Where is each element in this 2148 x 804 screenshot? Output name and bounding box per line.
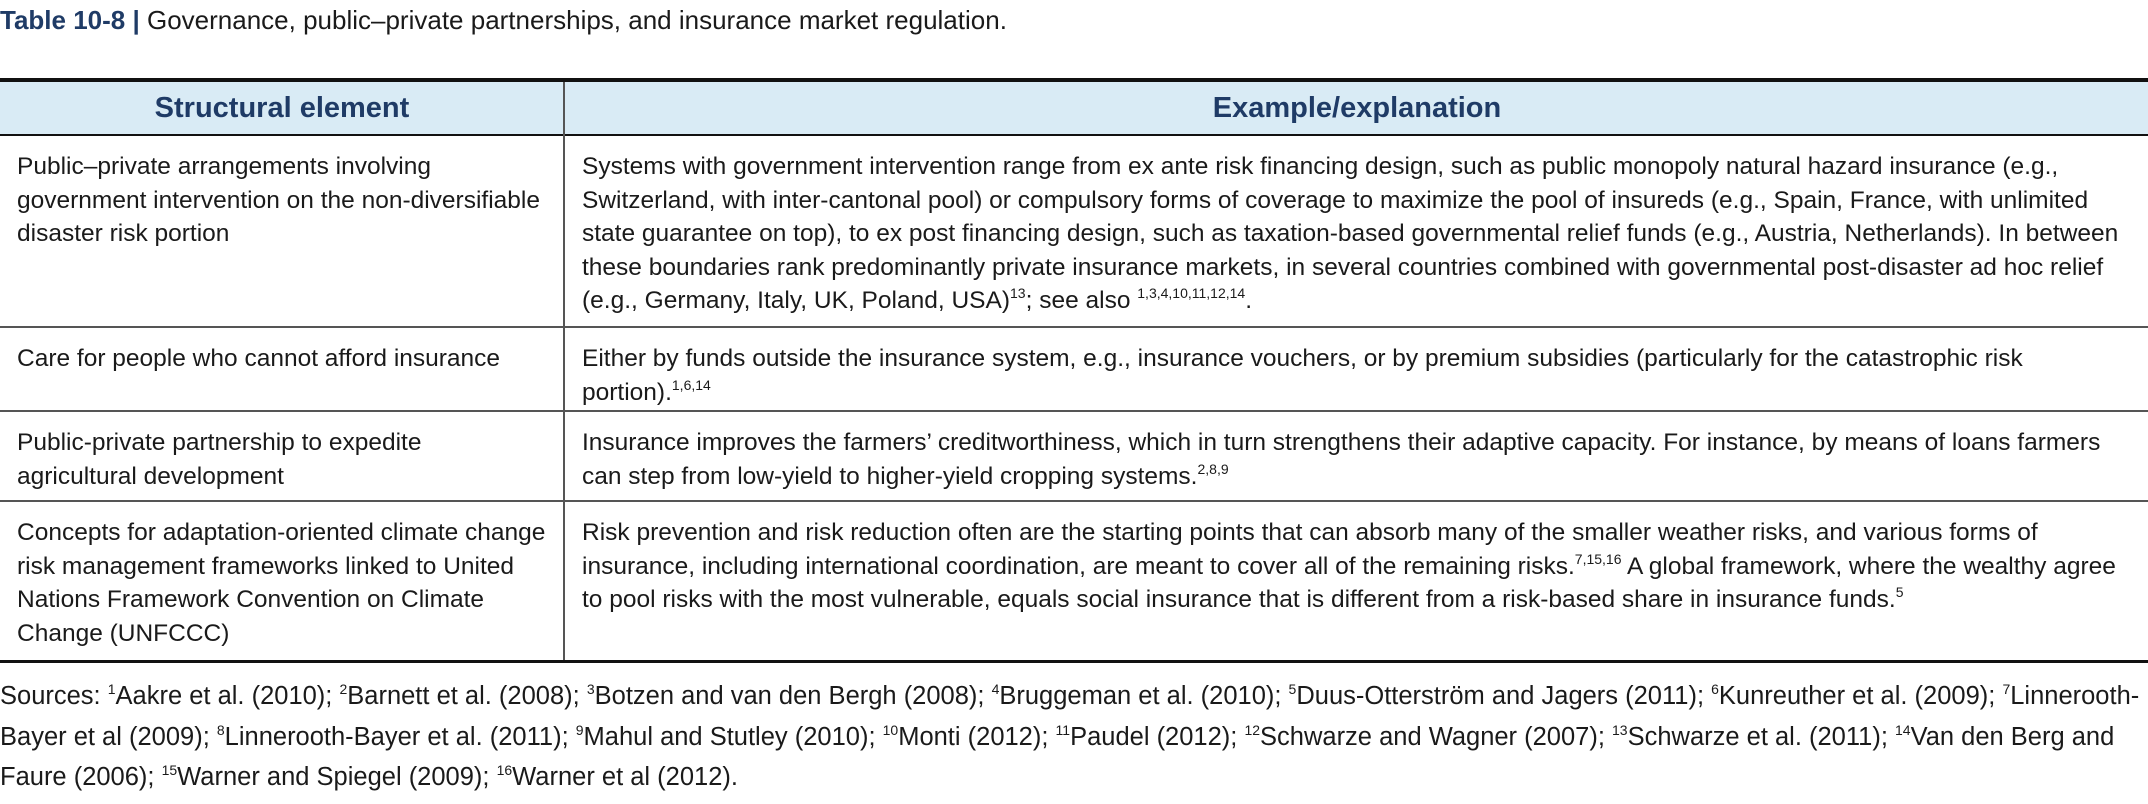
explanation-cell	[582, 150, 2137, 318]
source-number: 8	[216, 721, 225, 738]
source-number: 7	[2002, 681, 2011, 697]
explanation-text: Either by funds outside the insurance system, e.g., insurance vouchers, or by premium subsidies (particularly for the catastrophic risk portion).	[582, 345, 2023, 406]
reference-superscript: 1,3,4,10,11,12,14	[1137, 285, 1246, 301]
table-title: Governance, public–private partnerships, and insurance market regulation.	[146, 5, 1007, 35]
source-number: 2	[339, 681, 348, 697]
source-citation: Aakre et al. (2010);	[115, 682, 340, 710]
source-citation: Monti (2012);	[898, 722, 1056, 751]
source-citation: Warner et al (2012).	[512, 763, 738, 791]
explanation-text: ; see also	[1025, 287, 1138, 314]
header-example-explanation: Example/explanation	[1212, 92, 1502, 124]
reference-superscript: 1,6,14	[671, 376, 711, 393]
source-number: 6	[1711, 681, 1719, 697]
source-number: 12	[1244, 721, 1261, 738]
explanation-text: .	[1245, 287, 1253, 314]
table-row	[0, 502, 2148, 663]
source-citation: Kunreuther et al. (2009);	[1718, 682, 2003, 710]
table-row	[0, 412, 2148, 502]
explanation-cell	[582, 342, 2137, 409]
source-citation: Botzen and van den Bergh (2008);	[594, 682, 992, 710]
table-header	[0, 82, 2148, 136]
source-number: 15	[161, 762, 178, 778]
table-row	[0, 136, 2148, 328]
caption-separator: |	[125, 5, 147, 35]
table-row	[0, 328, 2148, 412]
source-citation: Schwarze and Wagner (2007);	[1260, 722, 1613, 751]
explanation-text: A global framework, where the wealthy agree to pool risks with the most vulnerable, equals social insurance that is different from a risk-based share in insurance funds.	[582, 552, 2116, 613]
source-citation: Barnett et al. (2008);	[347, 682, 587, 710]
source-citation: Bruggeman et al. (2010);	[999, 682, 1289, 710]
source-citation: Mahul and Stutley (2010);	[583, 722, 883, 751]
source-number: 9	[575, 721, 584, 738]
source-number: 10	[882, 721, 899, 738]
source-citation: Duus-Otterström and Jagers (2011);	[1296, 682, 1712, 710]
explanation-text: Risk prevention and risk reduction often are the starting points that can absorb many of the smaller weather risks, and various forms of insurance, including international coordination, are meant to cover all of the remaining risks.	[582, 519, 2038, 580]
source-number: 4	[991, 681, 1000, 697]
reference-superscript: 7,15,16	[1574, 550, 1622, 567]
structural-element-cell: Concepts for adaptation-oriented climate change risk management frameworks linked to United Nations Framework Convention on Climate Change (UNFCCC)	[17, 519, 546, 647]
reference-superscript: 2,8,9	[1197, 460, 1229, 477]
source-citation: Schwarze et al. (2011);	[1627, 722, 1895, 751]
table-number: Table 10-8	[0, 5, 126, 35]
reference-superscript: 5	[1895, 584, 1904, 600]
reference-superscript: 13	[1010, 285, 1026, 301]
source-number: 13	[1612, 721, 1628, 738]
explanation-text: Systems with government intervention range from ex ante risk financing design, such as public monopoly natural hazard insurance (e.g., Switzerland, with inter-cantonal pool) or compulsory forms of coverage to maximize the pool of insureds (e.g., Spain, France, with unlimited state guarantee on top), to ex post financing design, such as taxation-based governmental relief funds (e.g., Austria, Netherlands). In between these boundaries rank predominantly private insurance markets, in several countries combined with governmental post-disaster ad hoc relief (e.g., Germany, Italy, UK, Poland, USA)	[582, 153, 2119, 314]
structural-element-cell: Public-private partnership to expedite agricultural development	[17, 429, 422, 490]
sources-label: Sources:	[0, 682, 108, 710]
header-structural-element: Structural element	[154, 92, 410, 124]
explanation-cell	[582, 516, 2137, 617]
source-number: 1	[107, 681, 116, 697]
sources-footnote	[0, 676, 2148, 798]
source-number: 14	[1895, 721, 1911, 738]
explanation-cell	[582, 426, 2137, 493]
structural-element-cell: Public–private arrangements involving government intervention on the non-diversifiable disaster risk portion	[17, 153, 540, 247]
source-citation: Warner and Spiegel (2009);	[177, 763, 497, 791]
table-caption	[0, 4, 2148, 36]
source-number: 16	[496, 762, 513, 778]
source-citation: Van den Berg and Faure (2006);	[0, 722, 2115, 791]
source-citation: Linnerooth-Bayer et al (2009);	[0, 682, 2140, 751]
source-number: 3	[586, 681, 595, 697]
source-citation: Paudel (2012);	[1070, 722, 1245, 751]
explanation-text: Insurance improves the farmers’ creditworthiness, which in turn strengthens their adaptive capacity. For instance, by means of loans farmers can step from low-yield to higher-yield cropping systems.	[582, 429, 2101, 490]
source-citation: Linnerooth-Bayer et al. (2011);	[224, 722, 576, 751]
source-number: 11	[1055, 721, 1071, 738]
structural-element-cell: Care for people who cannot afford insurance	[17, 345, 501, 372]
source-number: 5	[1288, 681, 1297, 697]
